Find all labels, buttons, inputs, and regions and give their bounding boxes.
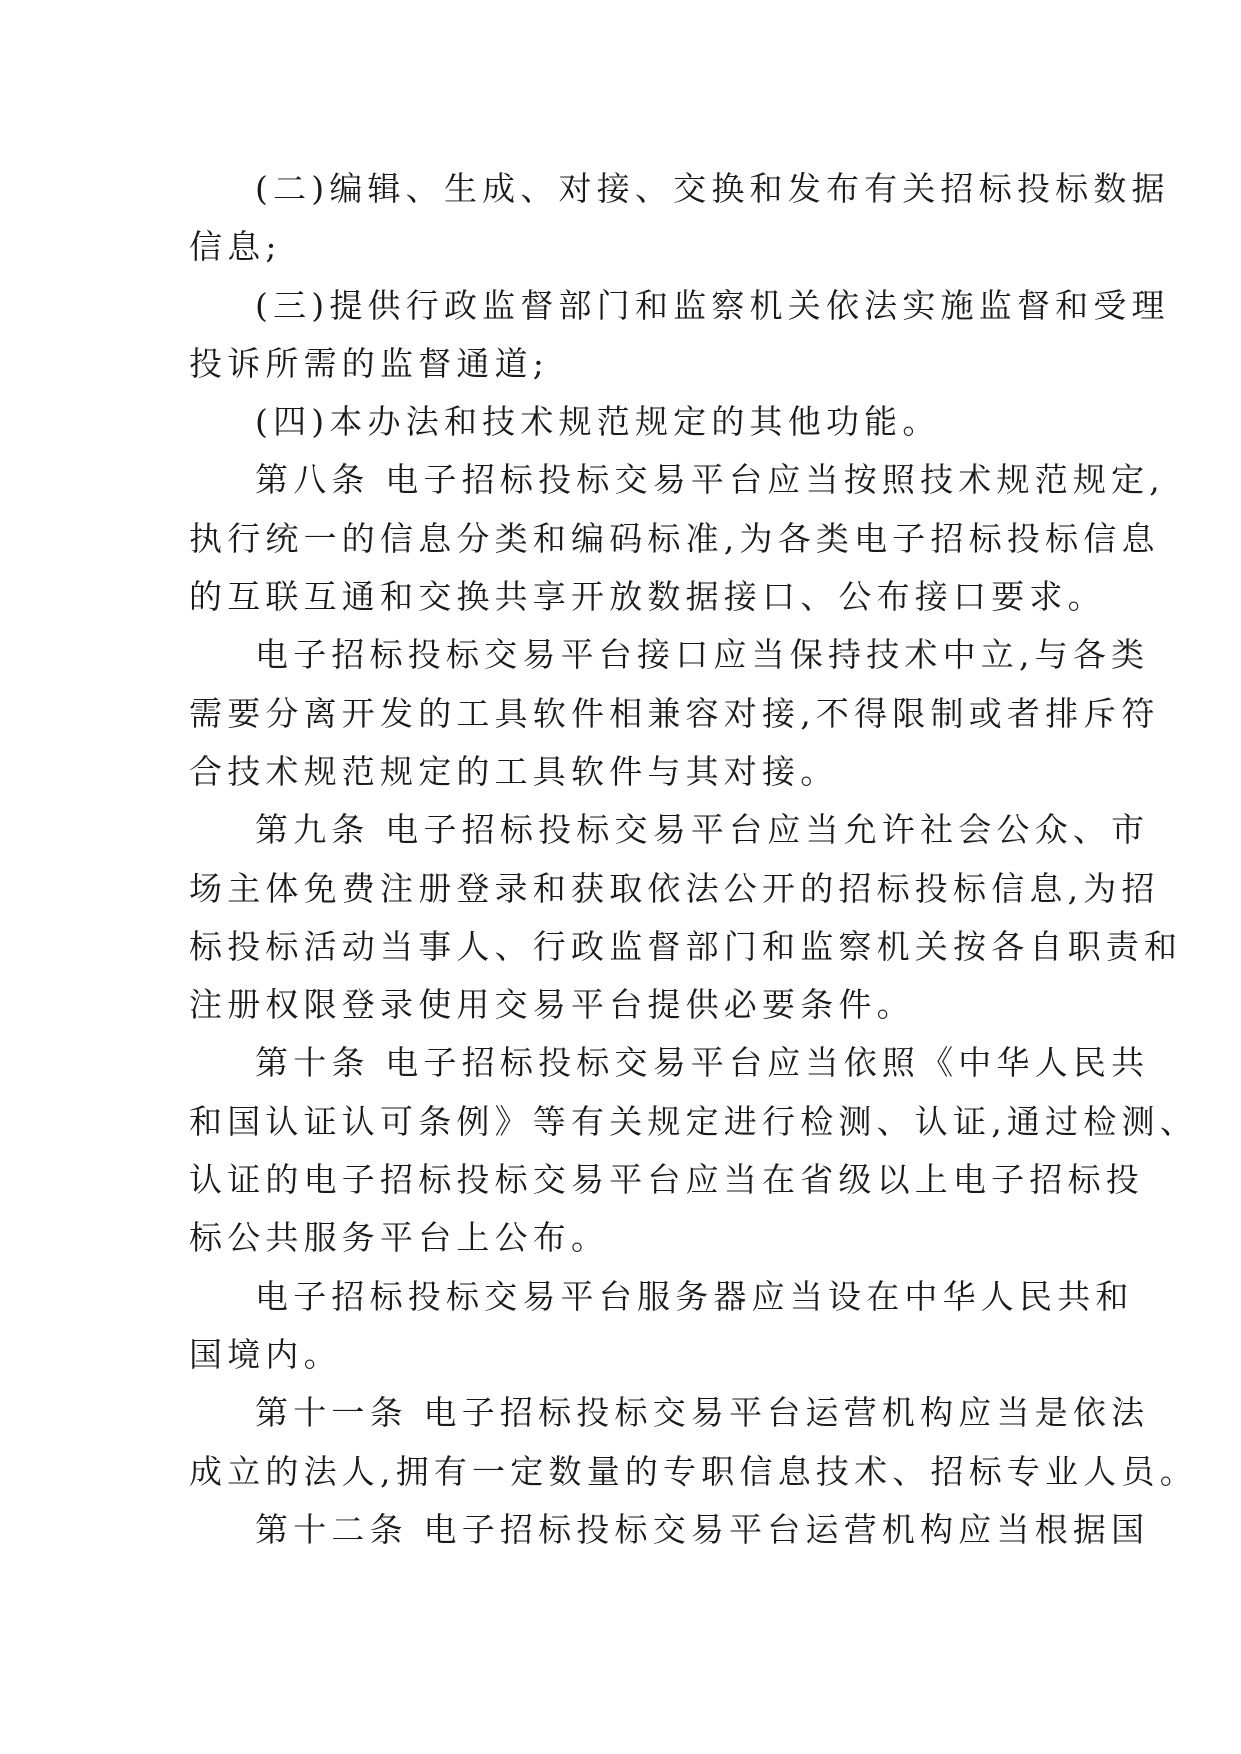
document-body — [189, 160, 1198, 1559]
article-11-heading-line: 第十一条 电子招标投标交易平台运营机构应当是依法 — [255, 1393, 1150, 1433]
text-line: 需要分离开发的工具软件相兼容对接,不得限制或者排斥符 — [189, 693, 1160, 733]
text-line: (四)本办法和技术规范规定的其他功能。 — [255, 402, 941, 442]
text-line: 投诉所需的监督通道; — [189, 343, 550, 383]
text-line: 执行统一的信息分类和编码标准,为各类电子招标投标信息 — [189, 518, 1160, 558]
text-line: 和国认证认可条例》等有关规定进行检测、认证,通过检测、 — [189, 1101, 1198, 1141]
text-line: 信息; — [189, 227, 282, 267]
text-line: 电子招标投标交易平台服务器应当设在中华人民共和 — [255, 1276, 1134, 1316]
text-line: 场主体免费注册登录和获取依法公开的招标投标信息,为招 — [189, 868, 1160, 908]
text-line: 合技术规范规定的工具软件与其对接。 — [189, 751, 839, 791]
text-line: 成立的法人,拥有一定数量的专职信息技术、招标专业人员。 — [189, 1451, 1198, 1491]
text-line: 标投标活动当事人、行政监督部门和监察机关按各自职责和 — [189, 926, 1183, 966]
text-line: 的互联互通和交换共享开放数据接口、公布接口要求。 — [189, 577, 1106, 617]
text-line: 电子招标投标交易平台接口应当保持技术中立,与各类 — [255, 635, 1150, 675]
text-line: 注册权限登录使用交易平台提供必要条件。 — [189, 985, 915, 1025]
text-line: (三)提供行政监督部门和监察机关依法实施监督和受理 — [255, 285, 1170, 325]
article-9-heading-line: 第九条 电子招标投标交易平台应当允许社会公众、市 — [255, 810, 1150, 850]
text-line: 标公共服务平台上公布。 — [189, 1218, 610, 1258]
text-line: 认证的电子招标投标交易平台应当在省级以上电子招标投 — [189, 1160, 1144, 1200]
text-line: (二)编辑、生成、对接、交换和发布有关招标投标数据 — [255, 169, 1170, 208]
article-10-heading-line: 第十条 电子招标投标交易平台应当依照《中华人民共 — [255, 1043, 1150, 1083]
text-line: 国境内。 — [189, 1334, 342, 1374]
article-12-heading-line: 第十二条 电子招标投标交易平台运营机构应当根据国 — [255, 1509, 1150, 1549]
article-8-heading-line: 第八条 电子招标投标交易平台应当按照技术规范规定, — [255, 460, 1165, 500]
